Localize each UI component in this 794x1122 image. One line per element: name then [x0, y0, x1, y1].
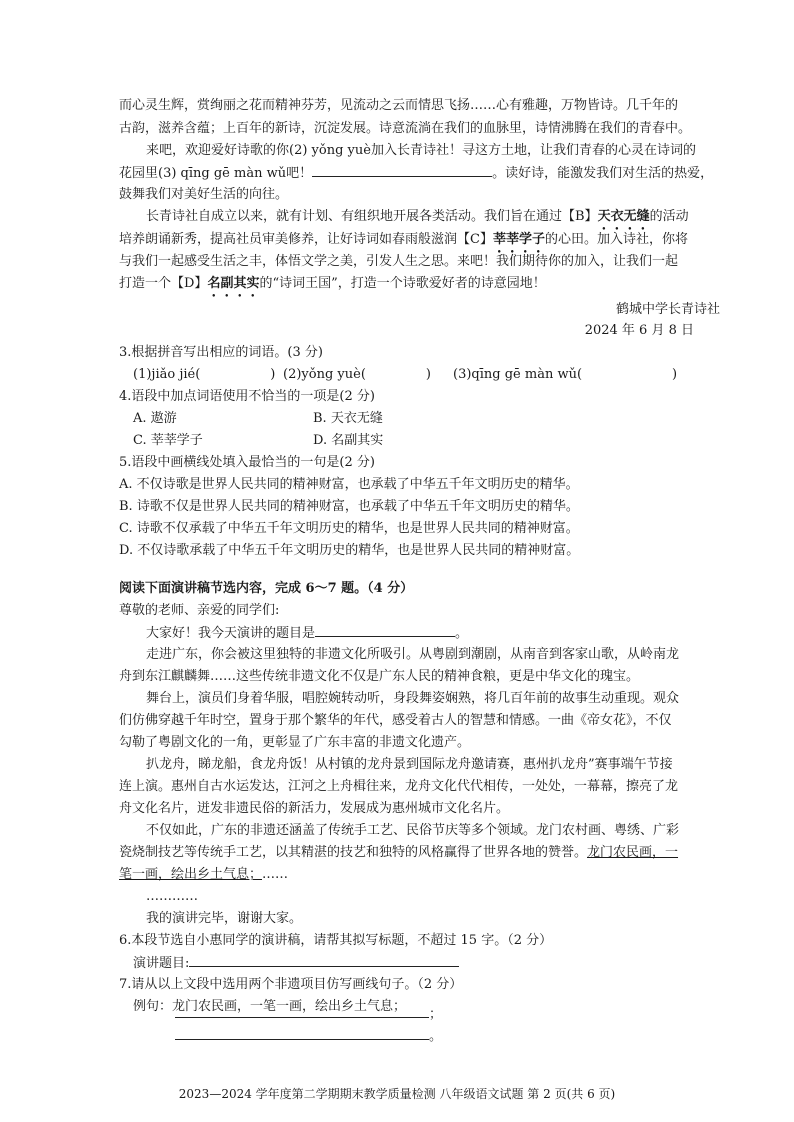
speech-line: 走进广东，你会被这里独特的非遗文化所吸引。从粤剧到潮剧，从南音到客家山歌，从岭南龙: [146, 647, 680, 662]
speech-line: 勾勒了粤剧文化的一角，更彰显了广东丰富的非遗文化遗产。: [119, 735, 471, 750]
passage-line: 来吧，欢迎爱好诗歌的你(2) yǒng yuè加入长青诗社！寻这方土地，让我们青春的心灵在诗词的: [146, 143, 696, 158]
dotted-word: 名副其实: [207, 276, 260, 291]
passage-line: 鼓舞我们对美好生活的向往。: [119, 187, 289, 202]
passage-line: 而心灵生辉，赏绚丽之花而精神芬芳，见流动之云而情思飞扬……心有雅趣，万物皆诗。几千年的: [119, 98, 679, 113]
passage-line: 古韵，滋养含蕴；上百年的新诗，沉淀发展。诗意流淌在我们的血脉里，诗情沸腾在我们的青春中。: [119, 121, 692, 136]
fill-blank-line[interactable]: [312, 162, 492, 177]
speech-line: 不仅如此，广东的非遗还涵盖了传统手工艺、民俗节庆等多个领域。龙门农村画、粤绣、广彩: [146, 823, 680, 838]
underlined-sentence: 笔一画，绘出乡土气息；: [119, 867, 263, 882]
example-sentence: 例句：龙门农民画，一笔一画，绘出乡土气息；: [133, 999, 407, 1014]
question-6-stem: 6.本段节选自小惠同学的演讲稿，请帮其拟写标题，不超过 15 字。（2 分）: [119, 933, 553, 948]
question-4-stem: 4.语段中加点词语使用不恰当的一项是(2 分): [119, 389, 375, 404]
passage-line: 打造一个【D】名副其实的“诗词王国”，打造一个诗歌爱好者的诗意园地！: [119, 276, 546, 291]
answer-line[interactable]: [189, 952, 459, 967]
option-c[interactable]: C. 莘莘学子: [133, 433, 203, 448]
title-blank[interactable]: [315, 622, 455, 637]
speech-line: 瓷烧制技艺等传统手工艺，以其精湛的技艺和独特的风格赢得了世界各地的赞誉。龙门农民画，一: [119, 845, 679, 860]
speech-line: 舟到东江麒麟舞……这些传统非遗文化不仅是广东人民的精神食粮，更是中华文化的瑰宝。: [119, 669, 640, 684]
answer-row: 。: [175, 1025, 442, 1048]
ellipsis: …………: [146, 889, 198, 904]
speech-line: 笔一画，绘出乡土气息；……: [119, 867, 289, 882]
greeting: 尊敬的老师、亲爱的同学们:: [119, 603, 280, 618]
question-4-options: [133, 408, 743, 430]
question-5-stem: 5.语段中画横线处填入最恰当的一句是(2 分): [119, 455, 375, 470]
option-d[interactable]: D. 不仅诗歌承载了中华五千年文明历史的精华，也是世界人民共同的精神财富。: [119, 543, 580, 558]
date: 2024 年 6 月 8 日: [584, 323, 694, 338]
option-b[interactable]: B. 天衣无缝: [313, 411, 383, 426]
speech-line: 连上演。惠州自古水运发达，江河之上舟楫往来，龙舟文化代代相传，一处处，一幕幕，擦亮了龙: [119, 779, 679, 794]
option-b[interactable]: B. 诗歌不仅是世界人民共同的精神财富，也承载了中华五千年文明历史的精华。: [119, 499, 579, 514]
passage-line: 长青诗社自成立以来，就有计划、有组织地开展各类活动。我们旨在通过【B】天衣无缝的活动: [146, 209, 689, 224]
question-3-stem: 3.根据拼音写出相应的词语。(3 分): [119, 345, 323, 360]
underlined-sentence: 龙门农民画，一: [587, 845, 679, 860]
option-c[interactable]: C. 诗歌不仅承载了中华五千年文明历史的精华，也是世界人民共同的精神财富。: [119, 521, 579, 536]
speech-line: 舞台上，演员们身着华服，唱腔婉转动听，身段舞姿娴熟，将几百年前的故事生动重现。观众: [146, 691, 680, 706]
option-d[interactable]: D. 名副其实: [313, 433, 384, 448]
dotted-word: 天衣无缝: [597, 209, 650, 224]
option-a[interactable]: A. 遨游: [133, 411, 177, 426]
dotted-word: 莘莘学子: [492, 232, 545, 247]
question-7-stem: 7.请从以上文段中选用两个非遗项目仿写画线句子。（2 分）: [119, 977, 463, 992]
question-3-items: (1)jiǎo jié( ) (2)yǒng yuè( ) (3)qīng gē màn wǔ( ): [133, 367, 678, 382]
answer-line[interactable]: [175, 1003, 429, 1018]
passage-line: 花园里(3) qīng gē màn wǔ吧！ 。读好诗，能激发我们对生活的热爱，: [119, 162, 729, 185]
passage-line: 培养朗诵新秀，提高社员审美修养，让好诗词如春雨般滋润【C】莘莘学子的心田。加入诗社，你将: [119, 232, 688, 247]
speech-line: 舟文化名片，迸发非遗民俗的新活力，发展成为惠州城市文化名片。: [119, 801, 510, 816]
pinyin-prompt: 花园里(3) qīng gē màn wǔ吧！: [119, 166, 313, 181]
question-4-options: [133, 430, 743, 452]
passage-line: 与我们一起感受生活之丰，体悟文学之美，引发人生之思。来吧！我们期待你的加入，让我们一起: [119, 254, 679, 269]
signature: 鹤城中学长青诗社: [615, 302, 720, 317]
speech-intro: 大家好！我今天演讲的题目是 。: [146, 622, 729, 645]
answer-line[interactable]: [175, 1025, 429, 1040]
option-a[interactable]: A. 不仅诗歌是世界人民共同的精神财富，也承载了中华五千年文明历史的精华。: [119, 477, 579, 492]
answer-row: ；: [175, 1003, 475, 1026]
question-6-answer: 演讲题目:: [133, 952, 743, 975]
page-footer: 2023—2024 学年度第二学期期末教学质量检测 八年级语文试题 第 2 页(共 6 页): [178, 1087, 616, 1101]
speech-closing: 我的演讲完毕，谢谢大家。: [146, 911, 303, 926]
speech-line: 们仿佛穿越千年时空，置身于那个繁华的年代，感受着古人的智慧和情感。一曲《帝女花》，不仅: [119, 713, 672, 728]
section-heading: 阅读下面演讲稿节选内容，完成 6～7 题。（4 分）: [119, 581, 414, 596]
speech-line: 扒龙舟，睇龙船，食龙舟饭！从村镇的龙舟景到国际龙舟邀请赛，惠州扒龙舟”赛事端午节接: [146, 757, 673, 772]
